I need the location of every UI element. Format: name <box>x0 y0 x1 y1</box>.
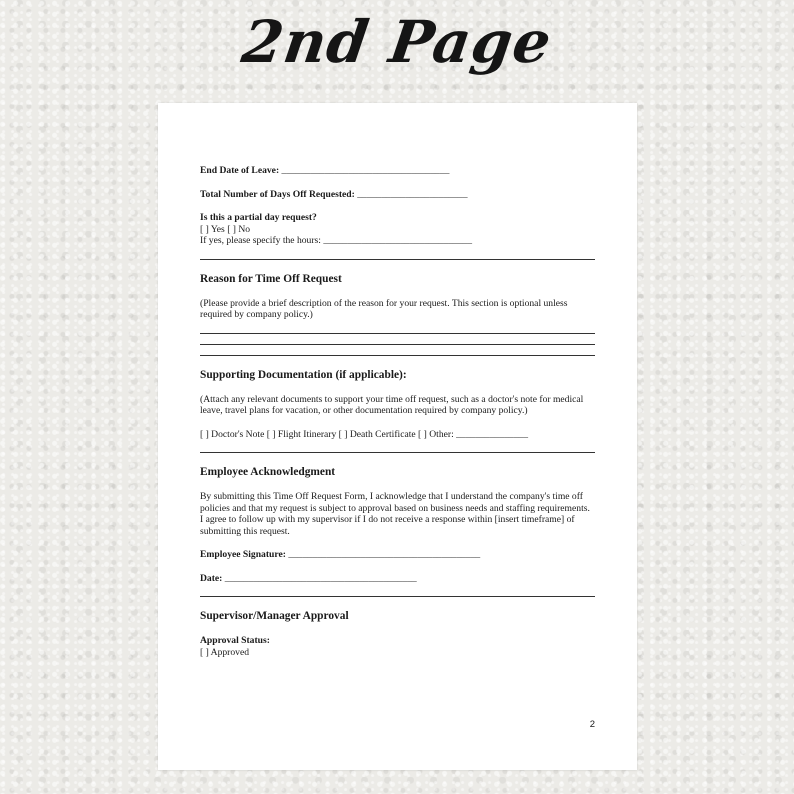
docs-description: (Attach any relevant documents to support your time off request, such as a doctor's note for medical leave, travel plans for vacation, or other documentation required by company policy.) <box>200 393 584 416</box>
total-days-row <box>200 189 595 201</box>
docs-heading: Supporting Documentation (if applicable): <box>200 368 407 381</box>
partial-day-options[interactable]: [ ] Yes [ ] No <box>200 223 251 235</box>
approval-heading: Supervisor/Manager Approval <box>200 610 349 622</box>
page-banner-title: 2nd Page <box>238 8 556 76</box>
signature-row <box>200 549 595 561</box>
ack-text: By submitting this Time Off Request Form, I acknowledge that I understand the company's time off policies and that my request is subject to approval based on business needs and staffing requirements. I agree to follow up with my supervisor if I do not receive a response within [insert timeframe] of submitting this request. <box>200 491 590 537</box>
reason-heading: Reason for Time Off Request <box>200 272 342 285</box>
approval-status-label: Approval Status: <box>200 635 270 646</box>
approval-option[interactable]: [ ] Approved <box>200 646 250 658</box>
docs-options[interactable]: [ ] Doctor's Note [ ] Flight Itinerary [ ] Death Certificate [ ] Other: _______________ <box>200 428 529 440</box>
partial-day-question: Is this a partial day request? <box>200 212 317 223</box>
date-label: Date: <box>200 572 225 584</box>
document-page <box>158 103 637 770</box>
reason-description: (Please provide a brief description of the reason for your request. This section is optional unless required by company policy.) <box>200 297 568 320</box>
date-blank[interactable]: ________________________________________ <box>224 572 417 584</box>
total-days-label: Total Number of Days Off Requested: <box>200 188 358 200</box>
signature-blank[interactable]: ________________________________________ <box>288 549 481 560</box>
partial-day-hours[interactable]: If yes, please specify the hours: _______________________________ <box>200 235 473 246</box>
signature-label: Employee Signature: <box>200 549 289 560</box>
form-content <box>200 165 595 658</box>
end-date-blank[interactable]: ___________________________________ <box>281 165 450 176</box>
date-row <box>200 573 595 585</box>
page-number: 2 <box>589 719 595 730</box>
end-date-row <box>200 165 595 177</box>
ack-heading: Employee Acknowledgment <box>200 466 336 478</box>
end-date-label: End Date of Leave: <box>200 165 282 176</box>
total-days-blank[interactable]: _______________________ <box>357 188 468 200</box>
